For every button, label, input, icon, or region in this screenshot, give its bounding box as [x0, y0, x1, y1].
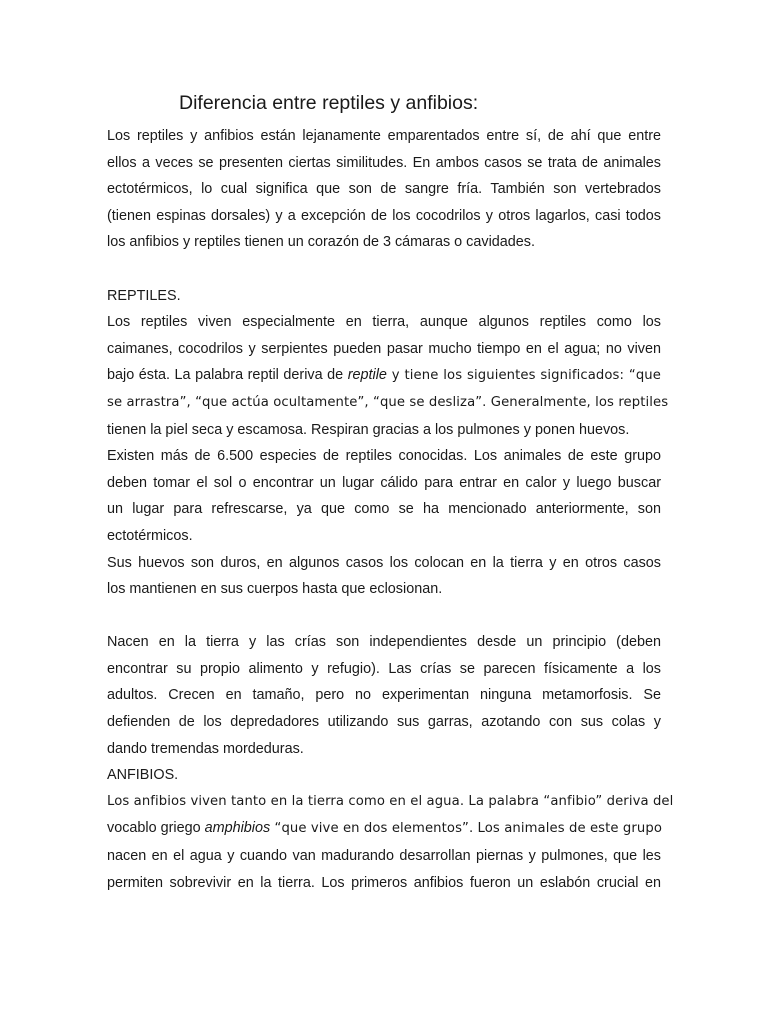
anfibios-paragraph [107, 789, 674, 896]
text-line [107, 815, 661, 843]
text-run: bajo ésta. La palabra reptil deriva de [107, 367, 348, 384]
text-line [107, 362, 661, 390]
text-line: un lugar para refrescarse, ya que como se ha mencionado anteriormente, son [107, 501, 661, 518]
text-line: encontrar su propio alimento y refugio). Las crías se parecen físicamente a los [107, 660, 661, 677]
intro-paragraph [107, 123, 661, 256]
text-line: defienden de los depredadores utilizando sus garras, azotando con sus colas y [107, 714, 661, 731]
text-line: los anfibios y reptiles tienen un corazón de 3 cámaras o cavidades. [107, 234, 535, 251]
reptiles-paragraph-3 [107, 550, 661, 603]
text-line: Los reptiles viven especialmente en tierra, aunque algunos reptiles como los [107, 314, 661, 331]
text-line: Existen más de 6.500 especies de reptiles conocidas. Los animales de este grupo [107, 448, 661, 465]
reptiles-paragraph-4 [107, 629, 661, 762]
text-line: se arrastra”, “que actúa ocultamente”, “que se desliza”. Generalmente, los reptiles [107, 394, 669, 410]
text-line: caimanes, cocodrilos y serpientes pueden pasar mucho tiempo en el agua; no viven [107, 340, 661, 357]
text-line: Sus huevos son duros, en algunos casos los colocan en la tierra y en otros casos [107, 554, 661, 571]
anfibios-heading: ANFIBIOS. [107, 767, 179, 784]
text-line: ectotérmicos. [107, 527, 193, 544]
text-line: Los anfibios viven tanto en la tierra como en el agua. La palabra “anfibio” deriva del [107, 793, 674, 809]
document-body [107, 123, 674, 896]
text-line: ellos a veces se presenten ciertas similitudes. En ambos casos se trata de animales [107, 154, 661, 171]
page-title: Diferencia entre reptiles y anfibios: [179, 92, 479, 114]
text-line: dando tremendas mordeduras. [107, 740, 304, 757]
reptiles-paragraph-1 [107, 309, 669, 443]
text-line: permiten sobrevivir en la tierra. Los primeros anfibios fueron un eslabón crucial en [107, 874, 661, 891]
italic-term: amphibios [204, 820, 271, 837]
reptiles-heading: REPTILES. [107, 287, 181, 304]
text-run: “que vive en dos elementos”. Los animales de este grupo [270, 821, 662, 837]
text-line: (tienen espinas dorsales) y a excepción de los cocodrilos y otros lagarlos, casi todos [107, 207, 661, 224]
text-line: tienen la piel seca y escamosa. Respiran gracias a los pulmones y ponen huevos. [107, 421, 630, 438]
text-line: Los reptiles y anfibios están lejanamente emparentados entre sí, de ahí que entre [107, 128, 661, 144]
text-line: Nacen en la tierra y las crías son independientes desde un principio (deben [107, 634, 661, 651]
reptiles-paragraph-2 [107, 443, 661, 549]
text-line: adultos. Crecen en tamaño, pero no experimentan ninguna metamorfosis. Se [107, 687, 661, 704]
text-run: y tiene los siguientes significados: “que [386, 368, 661, 384]
text-line: ectotérmicos, lo cual significa que son de sangre fría. También son vertebrados [107, 181, 661, 198]
italic-term: reptile [347, 367, 387, 384]
text-line: nacen en el agua y cuando van madurando desarrollan piernas y pulmones, que les [107, 848, 661, 865]
text-line: los mantienen en sus cuerpos hasta que eclosionan. [107, 581, 443, 598]
text-run: vocablo griego [107, 820, 205, 837]
text-line: deben tomar el sol o encontrar un lugar cálido para entrar en calor y luego buscar [107, 474, 661, 491]
